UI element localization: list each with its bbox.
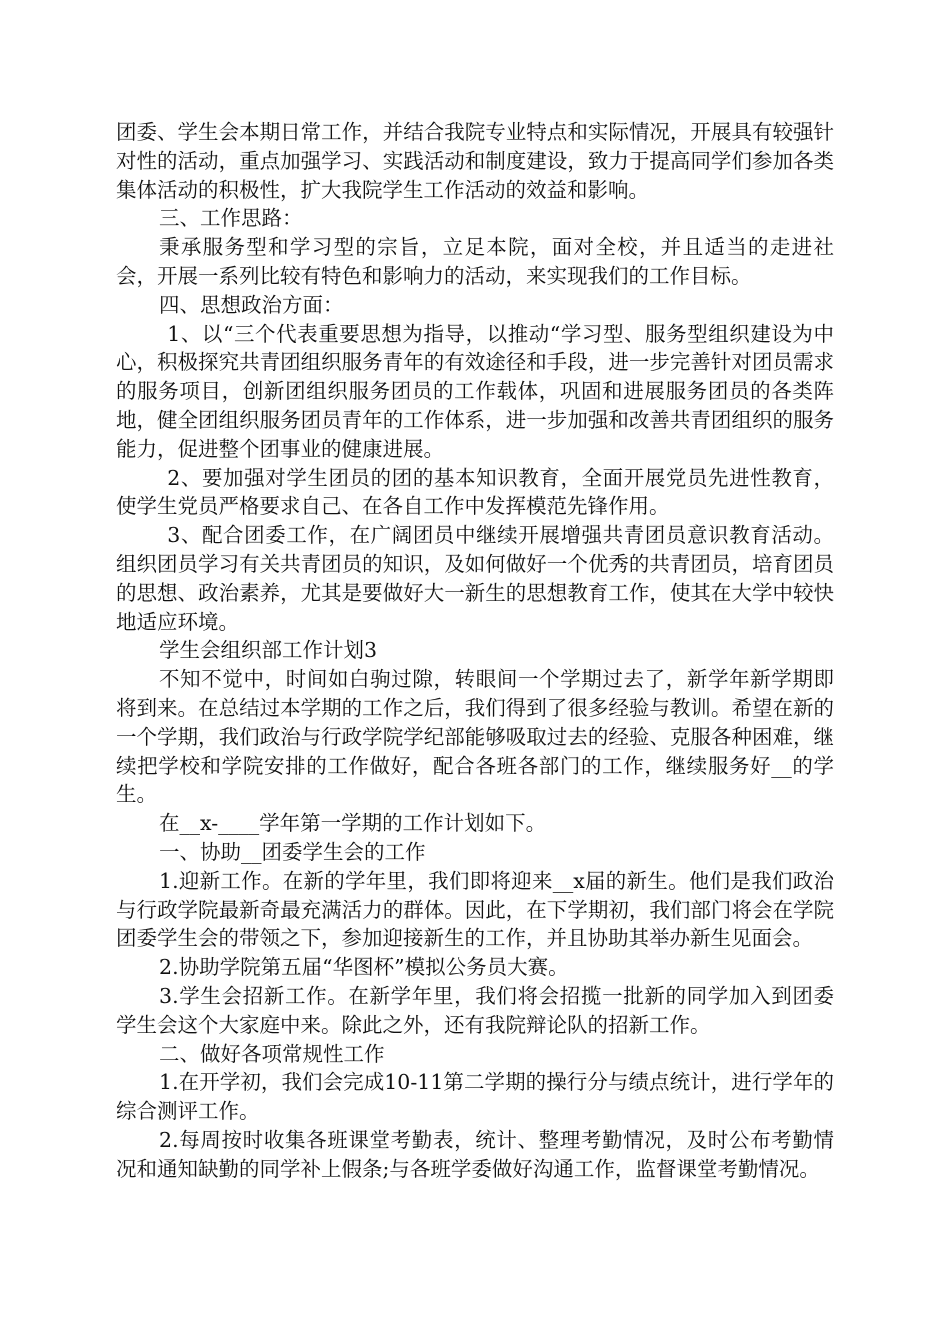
heading-routine-work: 二、做好各项常规性工作 (159, 1041, 385, 1066)
paragraph-routine-item-1: 1.在开学初，我们会完成10-11第二学期的操行分与绩点统计，进行学年的综合测评工作。 (116, 1070, 834, 1124)
paragraph-plan-3-intro: 不知不觉中，时间如白驹过隙，转眼间一个学期过去了，新学年新学期即将到来。在总结过本学期的工作之后，我们得到了很多经验与教训。希望在新的一个学期，我们政治与行政学院学纪部能够吸取过去的经验、克服各种困难，继续把学校和学院安排的工作做好，配合各班各部门的工作，继续服务好__的学生。 (116, 667, 834, 807)
paragraph-ideology-item-1: 1、以“三个代表重要思想为指导，以推动“学习型、服务型组织建设为中心，积极探究共青团组织服务青年的有效途径和手段，进一步完善针对团员需求的服务项目，创新团组织服务团员的工作载体，巩固和进展服务团员的各类阵地，健全团组织服务团员青年的工作体系，进一步加强和改善共青团组织的服务能力，促进整个团事业的健康进展。 (116, 321, 834, 461)
paragraph-work-approach: 秉承服务型和学习型的宗旨，立足本院，面对全校，并且适当的走进社会，开展一系列比较有特色和影响力的活动，来实现我们的工作目标。 (116, 235, 834, 288)
paragraph-assist-item-2: 2.协助学院第五届“华图杯”模拟公务员大赛。 (159, 955, 569, 980)
heading-work-approach: 三、工作思路： (159, 206, 303, 231)
document-body (116, 118, 834, 1183)
heading-ideology-politics: 四、思想政治方面： (159, 292, 344, 317)
paragraph-intro: 团委、学生会本期日常工作，并结合我院专业特点和实际情况，开展具有较强针对性的活动，重点加强学习、实践活动和制度建设，致力于提高同学们参加各类集体活动的积极性，扩大我院学生工作活动的效益和影响。 (116, 120, 834, 202)
paragraph-assist-item-1: 1.迎新工作。在新的学年里，我们即将迎来__x届的新生。他们是我们政治与行政学院最新奇最充满活力的群体。因此，在下学期初，我们部门将会在学院团委学生会的带领之下，参加迎接新生的工作，并且协助其举办新生见面会。 (116, 868, 834, 951)
paragraph-routine-item-2: 2.每周按时收集各班课堂考勤表，统计、整理考勤情况，及时公布考勤情况和通知缺勤的同学补上假条;与各班学委做好沟通工作，监督课堂考勤情况。 (116, 1127, 834, 1181)
paragraph-plan-overview: 在__x-____学年第一学期的工作计划如下。 (159, 811, 547, 836)
paragraph-assist-item-3: 3.学生会招新工作。在新学年里，我们将会招揽一批新的同学加入到团委学生会这个大家庭中来。除此之外，还有我院辩论队的招新工作。 (116, 983, 834, 1037)
heading-assist-committee: 一、协助__团委学生会的工作 (159, 839, 426, 864)
paragraph-ideology-item-3: 3、配合团委工作，在广阔团员中继续开展增强共青团员意识教育活动。组织团员学习有关共青团员的知识，及如何做好一个优秀的共青团员，培育团员的思想、政治素养，尤其是要做好大一新生的思想教育工作，使其在大学中较快地适应环境。 (116, 523, 834, 634)
section-title-plan-3: 学生会组织部工作计划3 (159, 638, 378, 663)
paragraph-ideology-item-2: 2、要加强对学生团员的团的基本知识教育，全面开展党员先进性教育，使学生党员严格要求自己、在各自工作中发挥模范先锋作用。 (116, 465, 834, 519)
